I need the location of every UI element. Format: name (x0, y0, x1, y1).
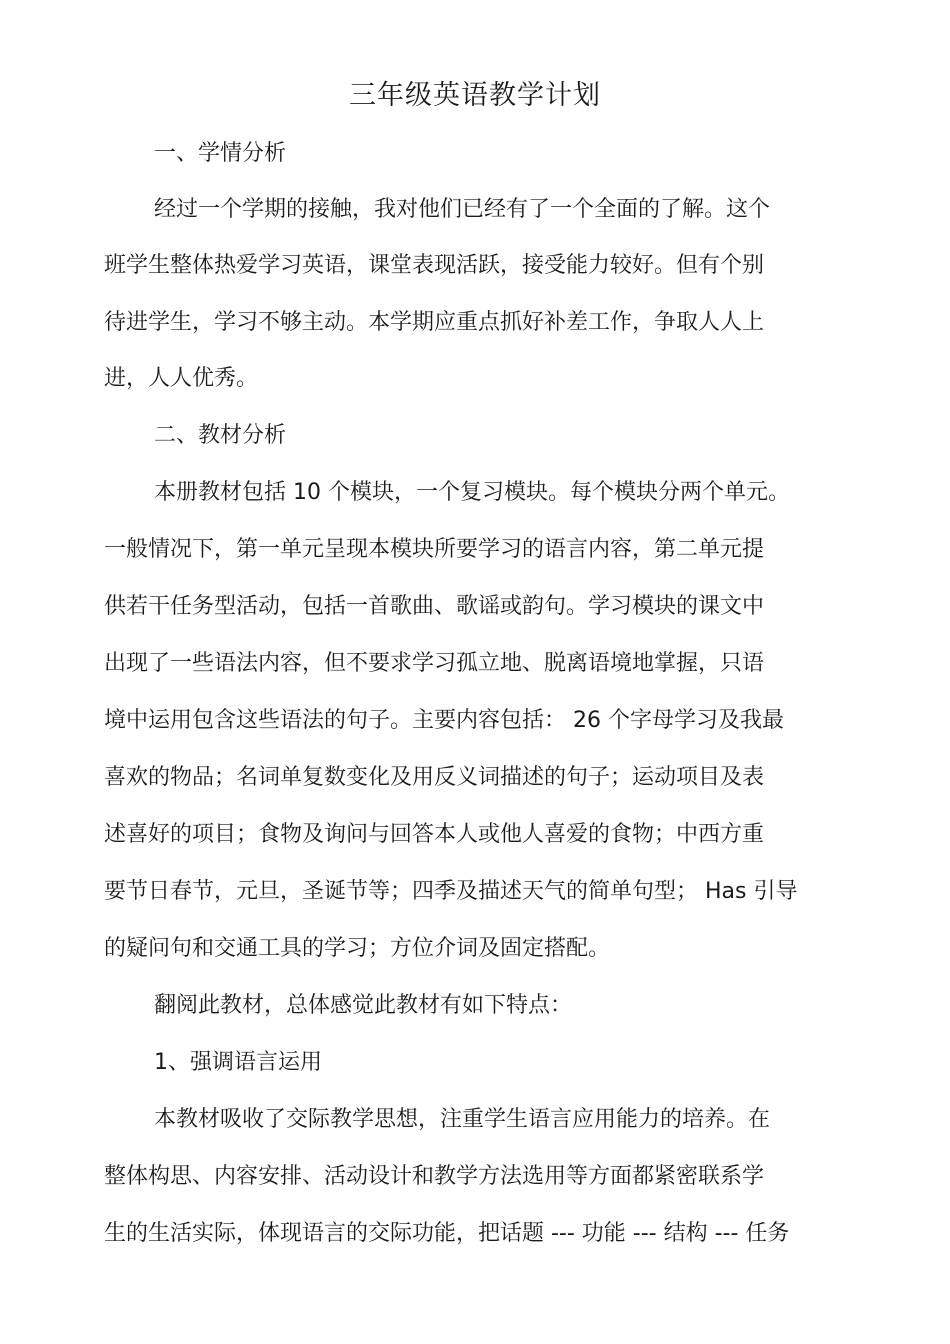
subheading-language-use: 1、强调语言运用 (154, 1050, 322, 1075)
paragraph-line: 一般情况下，第一单元呈现本模块所要学习的语言内容，第二单元提 (104, 537, 765, 562)
paragraph-line: 经过一个学期的接触，我对他们已经有了一个全面的了解。这个 (154, 197, 771, 222)
heading-textbook-analysis: 二、教材分析 (154, 423, 287, 448)
paragraph-line: 整体构思、内容安排、活动设计和教学方法选用等方面都紧密联系学 (104, 1164, 765, 1189)
heading-student-analysis: 一、学情分析 (154, 141, 287, 166)
paragraph-line: 进，人人优秀。 (104, 366, 259, 391)
paragraph-line: 境中运用包含这些语法的句子。主要内容包括： 26 个字母学习及我最 (104, 708, 784, 733)
paragraph-line: 供若干任务型活动，包括一首歌曲、歌谣或韵句。学习模块的课文中 (104, 594, 765, 619)
paragraph-line: 出现了一些语法内容，但不要求学习孤立地、脱离语境地掌握，只语 (104, 651, 765, 676)
paragraph-line: 的疑问句和交通工具的学习；方位介词及固定搭配。 (104, 936, 611, 961)
paragraph-line: 喜欢的物品；名词单复数变化及用反义词描述的句子；运动项目及表 (104, 765, 765, 790)
paragraph-line: 要节日春节，元旦，圣诞节等；四季及描述天气的简单句型； Has 引导 (104, 879, 798, 904)
paragraph-line: 本册教材包括 10 个模块，一个复习模块。每个模块分两个单元。 (154, 480, 790, 505)
document-title: 三年级英语教学计划 (349, 80, 601, 111)
paragraph-line: 本教材吸收了交际教学思想，注重学生语言应用能力的培养。在 (154, 1107, 771, 1132)
paragraph-line: 翻阅此教材，总体感觉此教材有如下特点： (154, 993, 573, 1018)
paragraph-line: 班学生整体热爱学习英语，课堂表现活跃，接受能力较好。但有个别 (104, 253, 765, 278)
paragraph-line: 待进学生，学习不够主动。本学期应重点抓好补差工作，争取人人上 (104, 310, 765, 335)
paragraph-line: 生的生活实际，体现语言的交际功能，把话题 --- 功能 --- 结构 --- 任务 (104, 1221, 790, 1246)
paragraph-line: 述喜好的项目；食物及询问与回答本人或他人喜爱的食物；中西方重 (104, 822, 765, 847)
